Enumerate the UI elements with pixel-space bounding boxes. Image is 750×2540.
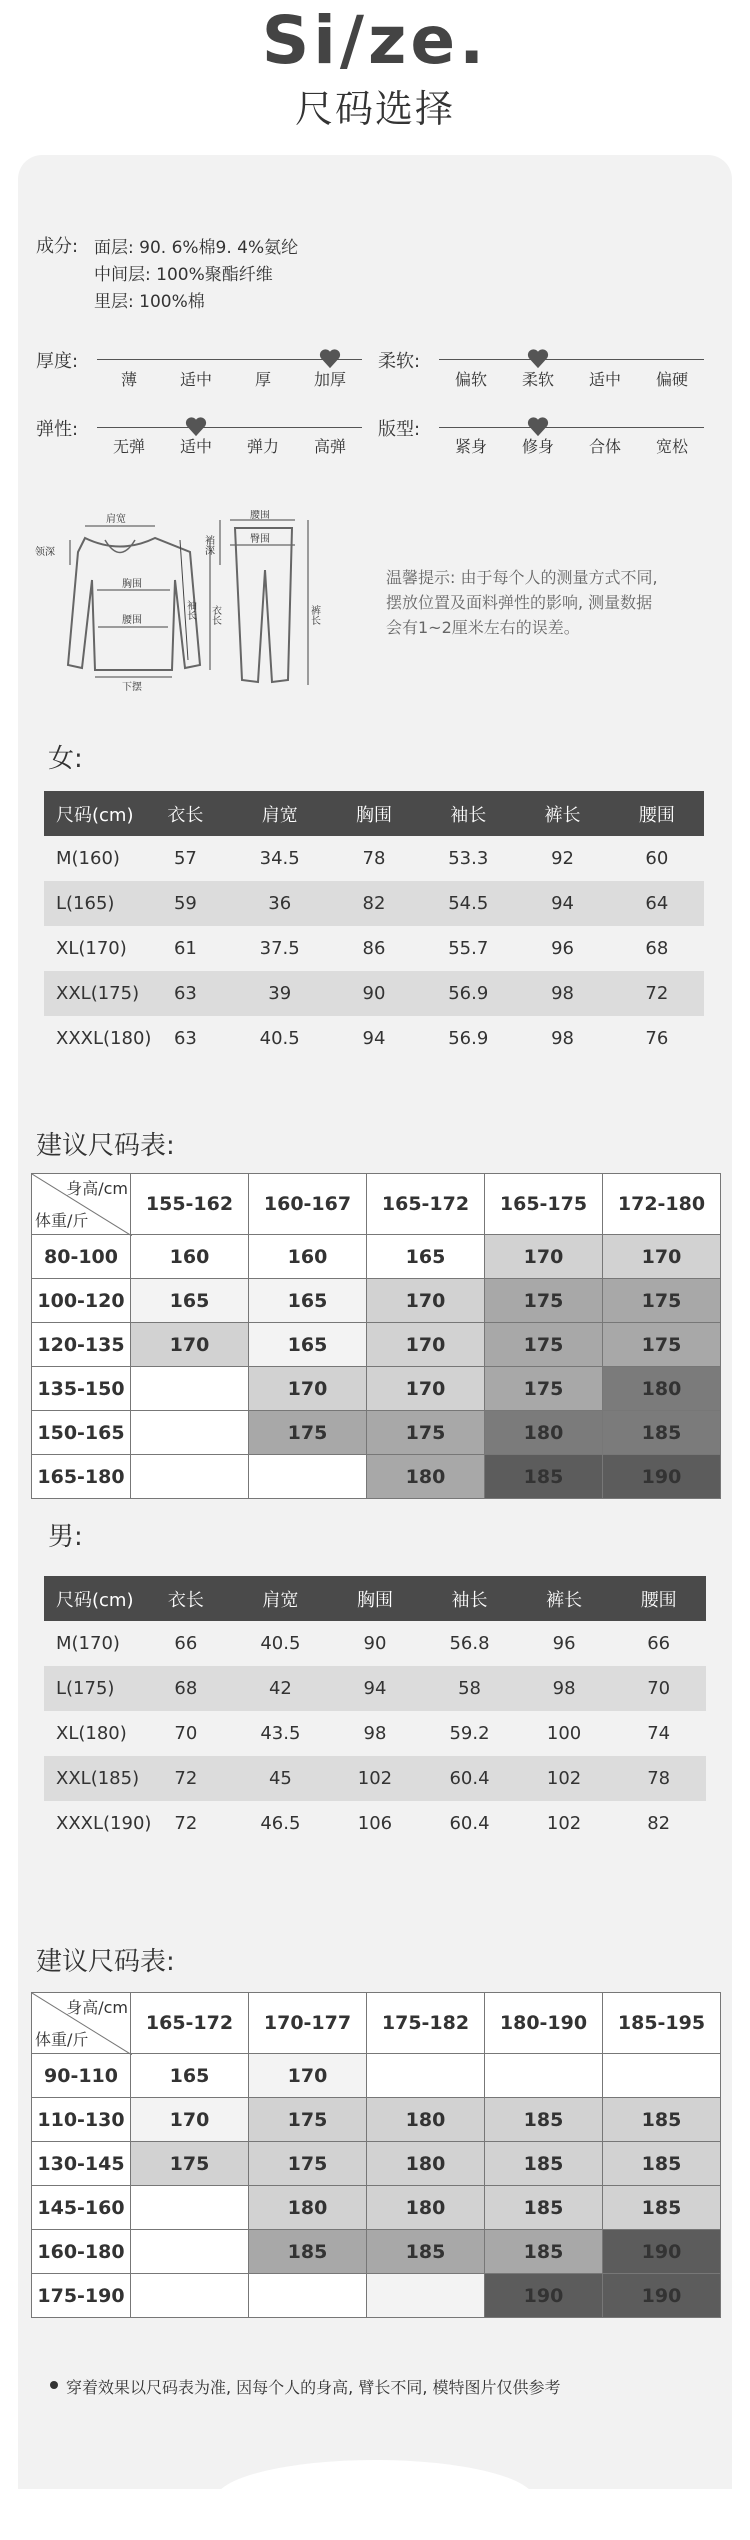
scale-label: 厚度: [36, 351, 79, 372]
size-cell: 180 [367, 2186, 485, 2230]
table-cell: 68 [645, 938, 669, 959]
size-cell: 175 [249, 2142, 367, 2186]
table-cell: 102 [546, 1813, 582, 1834]
size-cell [131, 2186, 249, 2230]
height-range-header: 170-177 [249, 1993, 367, 2054]
corner-height-label: 身高/cm [66, 1179, 128, 1198]
table-row [32, 2230, 721, 2274]
size-cell [367, 2054, 485, 2098]
scale-option: 宽松 [655, 437, 689, 456]
table-row [44, 1016, 704, 1061]
weight-range-header: 175-190 [32, 2274, 131, 2318]
table-cell: 63 [173, 1028, 197, 1049]
table-row [32, 1411, 721, 1455]
women-rec-title: 建议尺码表: [36, 1131, 175, 1161]
diagram-label: 领深 [35, 547, 55, 558]
diagram-label: 衣长 [209, 605, 221, 625]
table-cell: 94 [328, 1666, 423, 1711]
size-cell: 175 [485, 1367, 603, 1411]
tip-line: 摆放位置及面料弹性的影响, 测量数据 [386, 593, 653, 612]
height-range-header: 172-180 [603, 1174, 721, 1235]
weight-range-header: 135-150 [32, 1367, 131, 1411]
scale-option: 薄 [120, 370, 138, 389]
table-row [44, 926, 704, 971]
table-cell: 90 [327, 971, 421, 1016]
size-cell: 180 [485, 1411, 603, 1455]
diagram-label: 肩宽 [106, 514, 126, 525]
size-cell: 185 [603, 2098, 721, 2142]
weight-range-header: 110-130 [32, 2098, 131, 2142]
size-cell: 160 [249, 1235, 367, 1279]
table-row [32, 2142, 721, 2186]
height-range-header: 175-182 [367, 1993, 485, 2054]
size-cell: 165 [249, 1323, 367, 1367]
footnote: 穿着效果以尺码表为准, 因每个人的身高, 臂长不同, 模特图片仅供参考 [66, 2378, 561, 2397]
height-range-header: 165-175 [485, 1174, 603, 1235]
size-cell [131, 1455, 249, 1499]
table-cell: M(170) [56, 1633, 120, 1654]
women-title: 女: [48, 744, 83, 774]
heart-marker-icon [185, 417, 207, 437]
composition-line: 中间层: 100%聚酯纤维 [94, 265, 273, 285]
height-range-header: 165-172 [367, 1174, 485, 1235]
table-cell: 106 [357, 1813, 393, 1834]
size-cell: 175 [603, 1323, 721, 1367]
table-row [32, 1235, 721, 1279]
size-cell: 185 [603, 1411, 721, 1455]
table-cell: 94 [362, 1028, 386, 1049]
scale-option: 适中 [179, 370, 213, 389]
table-row [44, 1621, 706, 1666]
table-row [32, 2098, 721, 2142]
scale-label: 弹性: [36, 419, 79, 440]
size-cell: 170 [485, 1235, 603, 1279]
scale-label: 柔软: [378, 351, 421, 372]
table-cell: 37.5 [259, 938, 300, 959]
table-cell: 100 [546, 1723, 582, 1744]
size-cell: 165 [131, 2054, 249, 2098]
weight-range-header: 120-135 [32, 1323, 131, 1367]
corner-height-label: 身高/cm [66, 1998, 128, 2017]
size-cell [131, 2274, 249, 2318]
table-cell: 46.5 [260, 1813, 301, 1834]
diagram-label: 腰围 [122, 615, 142, 626]
size-cell: 180 [367, 2098, 485, 2142]
heart-marker-icon [527, 349, 549, 369]
scale-option: 修身 [521, 437, 555, 456]
size-cell: 170 [367, 1279, 485, 1323]
size-cell [603, 2054, 721, 2098]
composition-label: 成分: [36, 236, 79, 257]
table-cell: 94 [515, 881, 609, 926]
size-cell: 190 [603, 2274, 721, 2318]
table-cell: XXXL(180) [56, 1028, 152, 1049]
table-cell: 66 [174, 1633, 198, 1654]
scale-option: 偏硬 [655, 370, 689, 389]
table-row [44, 881, 704, 926]
size-cell: 170 [131, 1323, 249, 1367]
table-cell: 98 [363, 1723, 387, 1744]
card-bottom-notch [215, 2460, 535, 2540]
height-range-header: 160-167 [249, 1174, 367, 1235]
column-header: 袖长 [421, 791, 515, 836]
table-cell: 59.2 [449, 1723, 490, 1744]
column-header: 衣长 [138, 791, 232, 836]
scale-option: 高弹 [313, 437, 347, 456]
scale-option: 偏软 [454, 370, 488, 389]
table-cell: 86 [362, 938, 386, 959]
table-cell: XXXL(190) [56, 1813, 152, 1834]
table-cell: 78 [362, 848, 386, 869]
diagram-label: 裆深 [202, 535, 214, 555]
table-cell: 90 [363, 1633, 387, 1654]
size-cell: 175 [249, 2098, 367, 2142]
table-row [32, 2054, 721, 2098]
table-row [32, 1279, 721, 1323]
diagram-label: 腰围 [250, 510, 270, 521]
table-cell: 34.5 [259, 848, 300, 869]
table-cell: 96 [551, 938, 574, 959]
table-cell: 98 [551, 1028, 574, 1049]
table-cell: 58 [422, 1666, 517, 1711]
size-cell: 170 [603, 1235, 721, 1279]
diagram-label: 下摆 [122, 682, 142, 693]
size-cell: 185 [603, 2186, 721, 2230]
size-cell: 180 [367, 1455, 485, 1499]
table-cell: 42 [233, 1666, 328, 1711]
table-cell: 36 [233, 881, 327, 926]
column-header: 胸围 [328, 1576, 423, 1621]
diagram-label: 胸围 [122, 579, 142, 590]
size-cell: 170 [367, 1323, 485, 1367]
weight-range-header: 145-160 [32, 2186, 131, 2230]
table-row [44, 971, 704, 1016]
size-cell: 185 [485, 1455, 603, 1499]
size-cell: 190 [603, 1455, 721, 1499]
table-cell: XXL(175) [44, 971, 138, 1016]
weight-range-header: 100-120 [32, 1279, 131, 1323]
column-header: 胸围 [327, 791, 421, 836]
weight-range-header: 160-180 [32, 2230, 131, 2274]
size-cell: 185 [367, 2230, 485, 2274]
scale-option: 加厚 [313, 370, 347, 389]
size-cell: 190 [603, 2230, 721, 2274]
column-header: 衣长 [139, 1576, 234, 1621]
table-cell: 98 [517, 1666, 612, 1711]
table-cell: 39 [233, 971, 327, 1016]
weight-range-header: 165-180 [32, 1455, 131, 1499]
size-cell [249, 2274, 367, 2318]
size-cell [131, 1367, 249, 1411]
brand-logo: Si/ze. [261, 2, 489, 79]
height-range-header: 155-162 [131, 1174, 249, 1235]
heart-marker-icon [319, 349, 341, 369]
table-cell: 72 [610, 971, 704, 1016]
column-header: 腰围 [611, 1576, 706, 1621]
table-cell: 66 [647, 1633, 671, 1654]
table-cell: 96 [552, 1633, 576, 1654]
size-cell: 185 [603, 2142, 721, 2186]
column-header: 尺码(cm) [44, 1576, 139, 1621]
shirt-outline [68, 538, 200, 670]
table-row [32, 1323, 721, 1367]
table-row [44, 1801, 706, 1846]
size-cell: 170 [249, 1367, 367, 1411]
measurement-diagram [30, 510, 370, 695]
corner-weight-label: 体重/斤 [35, 2030, 89, 2049]
table-cell: 60.4 [422, 1756, 517, 1801]
table-row [44, 1666, 706, 1711]
scale-option: 适中 [179, 437, 213, 456]
column-header: 裤长 [517, 1576, 612, 1621]
size-cell [249, 1455, 367, 1499]
size-cell: 175 [367, 1411, 485, 1455]
weight-range-header: 130-145 [32, 2142, 131, 2186]
table-cell: 68 [139, 1666, 234, 1711]
height-range-header: 185-195 [603, 1993, 721, 2054]
table-cell: 98 [515, 971, 609, 1016]
table-row [44, 1756, 706, 1801]
table-cell: 54.5 [421, 881, 515, 926]
table-cell: 43.5 [260, 1723, 301, 1744]
scale-option: 紧身 [454, 437, 488, 456]
women-recommend-table [31, 1173, 721, 1499]
table-cell: 102 [517, 1756, 612, 1801]
corner-header [32, 1993, 131, 2054]
size-cell: 175 [485, 1279, 603, 1323]
table-cell: 40.5 [259, 1028, 300, 1049]
table-cell: 53.3 [448, 848, 489, 869]
column-header: 肩宽 [233, 1576, 328, 1621]
size-cell: 185 [485, 2098, 603, 2142]
table-cell: 78 [611, 1756, 706, 1801]
table-cell: 74 [647, 1723, 671, 1744]
table-row [44, 836, 704, 881]
scale-option: 厚 [254, 370, 272, 389]
size-cell: 185 [485, 2142, 603, 2186]
table-cell: 92 [551, 848, 574, 869]
size-cell: 170 [249, 2054, 367, 2098]
size-cell: 190 [485, 2274, 603, 2318]
size-cell: 180 [603, 1367, 721, 1411]
table-cell: 72 [139, 1756, 234, 1801]
table-cell: 64 [610, 881, 704, 926]
men-title: 男: [48, 1522, 83, 1552]
column-header: 肩宽 [233, 791, 327, 836]
height-range-header: 165-172 [131, 1993, 249, 2054]
table-cell: 70 [174, 1723, 198, 1744]
table-row [44, 1711, 706, 1756]
table-cell: XL(180) [56, 1723, 127, 1744]
table-cell: 55.7 [448, 938, 489, 959]
diagram-label: 裤长 [308, 605, 320, 625]
scale-option: 弹力 [246, 437, 280, 456]
table-cell: 40.5 [260, 1633, 301, 1654]
column-header: 袖长 [422, 1576, 517, 1621]
weight-range-header: 150-165 [32, 1411, 131, 1455]
size-cell [131, 1411, 249, 1455]
table-row [32, 1367, 721, 1411]
size-cell: 185 [485, 2186, 603, 2230]
men-size-table [44, 1576, 706, 1846]
men-rec-title: 建议尺码表: [36, 1947, 175, 1977]
heart-marker-icon [527, 417, 549, 437]
table-cell: 56.8 [449, 1633, 490, 1654]
size-cell [485, 2054, 603, 2098]
weight-range-header: 90-110 [32, 2054, 131, 2098]
scale-track [439, 359, 704, 360]
table-cell: 102 [328, 1756, 423, 1801]
table-cell: XXL(185) [44, 1756, 139, 1801]
table-cell: 59 [138, 881, 232, 926]
table-cell: 56.9 [448, 1028, 489, 1049]
column-header: 尺码(cm) [44, 791, 138, 836]
scale-option: 合体 [588, 437, 622, 456]
scale-track [97, 427, 362, 428]
size-cell: 170 [131, 2098, 249, 2142]
size-cell [367, 2274, 485, 2318]
corner-header [32, 1174, 131, 1235]
size-cell: 175 [603, 1279, 721, 1323]
size-cell: 185 [485, 2230, 603, 2274]
column-header: 腰围 [610, 791, 704, 836]
table-cell: 60 [645, 848, 669, 869]
size-cell: 165 [131, 1279, 249, 1323]
weight-range-header: 80-100 [32, 1235, 131, 1279]
scale-option: 无弹 [112, 437, 146, 456]
size-cell: 165 [249, 1279, 367, 1323]
size-cell: 175 [131, 2142, 249, 2186]
table-cell: L(175) [44, 1666, 139, 1711]
size-cell: 175 [249, 1411, 367, 1455]
tip-line: 会有1~2厘米左右的误差。 [386, 618, 580, 637]
height-range-header: 180-190 [485, 1993, 603, 2054]
table-row [32, 2186, 721, 2230]
table-cell: 56.9 [421, 971, 515, 1016]
table-cell: 70 [611, 1666, 706, 1711]
page-subtitle: 尺码选择 [294, 87, 455, 131]
size-cell: 180 [367, 2142, 485, 2186]
size-cell: 170 [367, 1367, 485, 1411]
size-cell: 165 [367, 1235, 485, 1279]
size-cell: 180 [249, 2186, 367, 2230]
table-cell: 63 [138, 971, 232, 1016]
size-cell: 185 [249, 2230, 367, 2274]
scale-label: 版型: [378, 419, 421, 440]
table-row [32, 2274, 721, 2318]
table-cell: 76 [645, 1028, 669, 1049]
table-cell: 60.4 [449, 1813, 490, 1834]
composition-line: 面层: 90. 6%棉9. 4%氨纶 [94, 238, 299, 258]
tip-line: 温馨提示: 由于每个人的测量方式不同, [386, 568, 658, 587]
table-cell: 82 [647, 1813, 671, 1834]
table-cell: 57 [173, 848, 197, 869]
scale-track [439, 427, 704, 428]
column-header: 裤长 [515, 791, 609, 836]
bullet-dot [50, 2381, 58, 2389]
size-cell: 160 [131, 1235, 249, 1279]
table-cell: 45 [233, 1756, 328, 1801]
size-cell: 175 [485, 1323, 603, 1367]
table-cell: 82 [327, 881, 421, 926]
table-cell: 72 [174, 1813, 198, 1834]
diagram-label: 臀围 [250, 534, 270, 545]
table-cell: 61 [173, 938, 197, 959]
table-cell: M(160) [56, 848, 120, 869]
diagram-label: 袖长 [184, 600, 196, 620]
table-row [32, 1455, 721, 1499]
table-cell: XL(170) [56, 938, 127, 959]
composition-line: 里层: 100%棉 [94, 292, 205, 312]
table-cell: L(165) [44, 881, 138, 926]
corner-weight-label: 体重/斤 [35, 1211, 89, 1230]
scale-option: 适中 [588, 370, 622, 389]
size-cell [131, 2230, 249, 2274]
men-recommend-table [31, 1992, 721, 2318]
scale-option: 柔软 [521, 370, 555, 389]
women-size-table [44, 791, 704, 1061]
